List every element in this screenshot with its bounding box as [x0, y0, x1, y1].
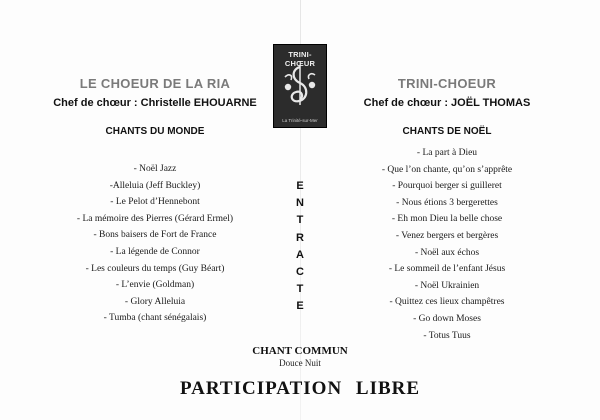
- entracte-letter: E: [296, 300, 304, 313]
- song-item: - La part à Dieu: [416, 148, 478, 158]
- song-item: - Noël Ukrainien: [414, 280, 480, 291]
- song-item: - Glory Alleluia: [124, 296, 186, 307]
- song-item: - Les couleurs du temps (Guy Béart): [85, 263, 225, 274]
- song-item: - L’envie (Goldman): [115, 280, 195, 291]
- left-column: [20, 76, 290, 327]
- entracte-letter: R: [296, 231, 304, 244]
- entracte-letter: E: [296, 180, 304, 192]
- song-item: - Go down Moses: [413, 313, 481, 324]
- entracte-letter: T: [296, 214, 304, 227]
- shared-song-name: Douce Nuit: [279, 358, 321, 368]
- section-title-right: CHANTS DE NOËL: [402, 126, 492, 137]
- choir-name-right: TRINI-CHOEUR: [397, 76, 497, 91]
- shared-song-block: [200, 345, 400, 368]
- entracte-letter: C: [296, 266, 304, 279]
- choir-name-left: LE CHOEUR DE LA RIA: [79, 76, 231, 91]
- song-item: - Quittez ces lieux champêtres: [389, 297, 505, 308]
- entracte-vertical-label: [292, 178, 308, 316]
- conductor-right: Chef de chœur : JOËL THOMAS: [363, 97, 531, 109]
- song-item: - Le sommeil de l’enfant Jésus: [388, 264, 506, 275]
- song-item: - Venez bergers et bergères: [395, 230, 499, 241]
- song-item: - Pourquoi berger si guilleret: [392, 181, 502, 192]
- song-item: - Totus Tuus: [423, 330, 471, 341]
- song-item: - La mémoire des Pierres (Gérard Ermel): [76, 213, 234, 224]
- logo-tagline: La Trinité-sur-Mer: [282, 118, 318, 123]
- song-item: - Noël Jazz: [133, 164, 177, 174]
- logo-title: TRINI-CHŒUR: [284, 50, 316, 68]
- song-item: - Tumba (chant sénégalais): [103, 313, 207, 324]
- song-item: - Nous étions 3 bergerettes: [396, 197, 498, 208]
- song-list-right: [312, 145, 582, 344]
- song-item: -Alleluia (Jeff Buckley): [109, 180, 201, 191]
- conductor-left: Chef de chœur : Christelle EHOUARNE: [53, 97, 257, 109]
- shared-song-title: CHANT COMMUN: [252, 345, 348, 357]
- song-item: - La légende de Connor: [110, 246, 200, 257]
- song-list-left: [20, 161, 290, 327]
- song-item: - Le Pelot d’Hennebont: [110, 197, 200, 208]
- section-title-left: CHANTS DU MONDE: [105, 126, 205, 137]
- entracte-letter: A: [296, 248, 304, 261]
- entracte-letter: T: [296, 283, 304, 296]
- participation-libre: PARTICIPATION LIBRE: [179, 378, 421, 399]
- right-column: [312, 76, 582, 344]
- song-item: - Eh mon Dieu la belle chose: [391, 214, 503, 225]
- song-item: - Noël aux échos: [414, 247, 480, 258]
- entracte-letter: N: [296, 197, 304, 210]
- song-item: - Bons baisers de Fort de France: [93, 230, 217, 241]
- song-item: - Que l’on chante, qu’on s’apprête: [381, 164, 513, 175]
